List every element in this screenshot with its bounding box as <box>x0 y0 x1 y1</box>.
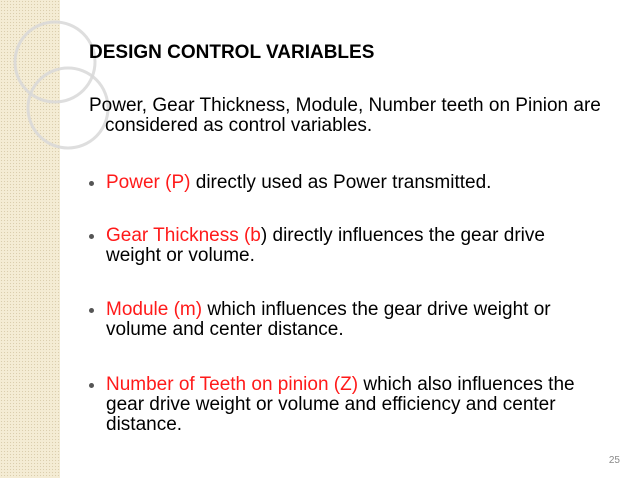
intro-paragraph: Power, Gear Thickness, Module, Number teeth on Pinion are considered as control variables. <box>89 95 601 136</box>
bullet-dot-icon <box>89 308 94 313</box>
bullet-highlight: Module (m) <box>106 299 203 320</box>
bullet-text: ) directly influences the gear drive weight or volume. <box>106 225 545 266</box>
bullet-gear-thickness <box>89 226 594 266</box>
bullet-teeth-pinion <box>89 375 594 435</box>
bullet-text: which influences the gear drive weight or volume and center distance. <box>106 299 551 340</box>
bullet-module <box>89 300 594 340</box>
bullet-highlight: Gear Thickness (b <box>106 225 261 246</box>
bullet-dot-icon <box>89 181 94 186</box>
bullet-text: directly used as Power transmitted. <box>190 172 492 193</box>
bullet-dot-icon <box>89 383 94 388</box>
bullet-highlight: Power (P) <box>106 172 191 193</box>
decorative-rings <box>0 0 130 160</box>
bullet-text: which also influences the gear drive weight or volume and efficiency and center distance. <box>106 374 575 435</box>
bullet-highlight: Number of Teeth on pinion (Z) <box>106 374 359 395</box>
bullet-power <box>89 173 594 193</box>
bullet-dot-icon <box>89 234 94 239</box>
page-number: 25 <box>608 455 620 466</box>
slide-title: DESIGN CONTROL VARIABLES <box>89 42 375 63</box>
